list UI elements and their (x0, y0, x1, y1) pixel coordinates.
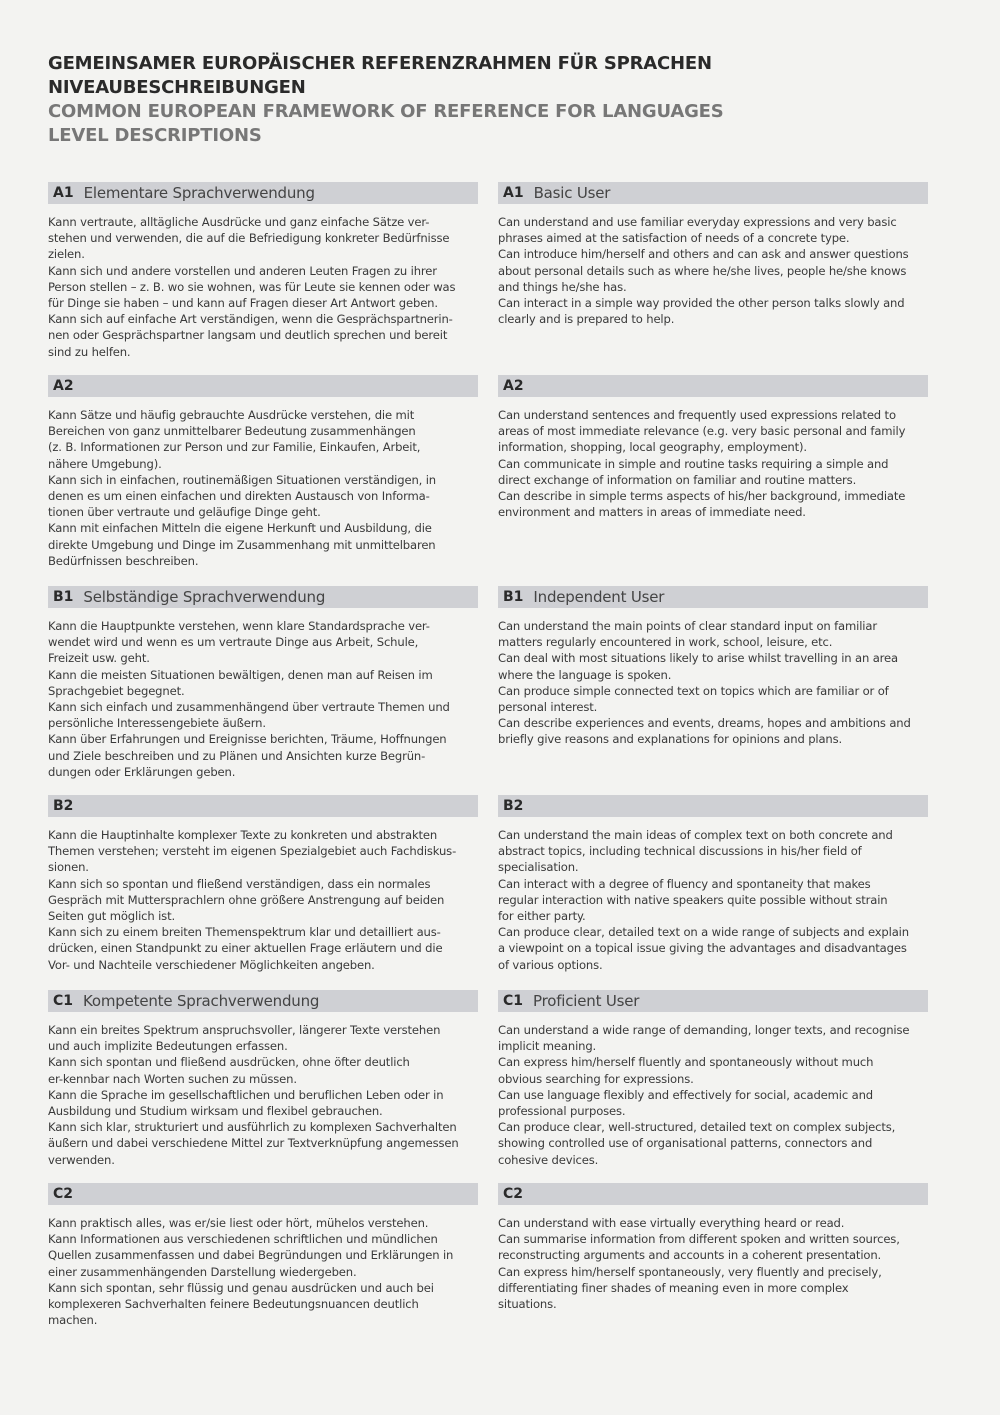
level-section-de-a2 (48, 375, 478, 569)
description-line: Gespräch mit Muttersprachlern ohne größere Anstrengung auf beiden (48, 892, 445, 907)
level-code: C1 (53, 993, 74, 1009)
description-line: dungen oder Erklärungen geben. (48, 764, 236, 779)
description-line: Kann mit einfachen Mitteln die eigene Herkunft und Ausbildung, die (48, 521, 432, 536)
description-line: Quellen zusammenfassen und dabei Begründungen und Erklärungen in (48, 1248, 454, 1263)
level-section-en-b2 (498, 795, 928, 973)
level-code: B1 (503, 589, 524, 605)
description-line: implicit meaning. (498, 1039, 597, 1054)
description-line: Kann sich spontan, sehr flüssig und genau ausdrücken und auch bei (48, 1280, 434, 1295)
description-line: verwenden. (48, 1152, 115, 1167)
level-header (48, 1183, 478, 1205)
description-line: areas of most immediate relevance (e.g. very basic personal and family (498, 424, 906, 439)
level-description (48, 1022, 478, 1168)
description-line: professional purposes. (498, 1104, 626, 1119)
description-line: sind zu helfen. (48, 344, 131, 359)
level-name: Independent User (533, 588, 665, 606)
level-code: C1 (503, 993, 524, 1009)
description-line: Kann sich in einfachen, routinemäßigen Situationen verständigen, in (48, 472, 436, 487)
description-line: differentiating finer shades of meaning even in more complex (498, 1280, 849, 1295)
level-description (48, 618, 478, 780)
level-description (498, 618, 928, 748)
description-line: Can express him/herself spontaneously, very fluently and precisely, (498, 1264, 882, 1279)
level-description (498, 407, 928, 520)
title-de-line1: GEMEINSAMER EUROPÄISCHER REFERENZRAHMEN FÜR SPRACHEN (48, 53, 712, 74)
level-header (48, 990, 478, 1012)
level-name: Selbständige Sprachverwendung (83, 588, 326, 606)
title-de-line2: NIVEAUBESCHREIBUNGEN (48, 77, 306, 98)
level-header (498, 795, 928, 817)
description-line: wendet wird und wenn es um vertraute Dinge aus Arbeit, Schule, (48, 635, 419, 650)
description-line: Person stellen – z. B. wo sie wohnen, was für Leute sie kennen oder was (48, 279, 456, 294)
description-line: cohesive devices. (498, 1152, 599, 1167)
description-line: Can understand the main points of clear standard input on familiar (498, 619, 877, 633)
description-line: Kann über Erfahrungen und Ereignisse berichten, Träume, Hoffnungen (48, 732, 447, 747)
description-line: phrases aimed at the satisfaction of needs of a concrete type. (498, 231, 850, 246)
description-line: Can produce clear, well-structured, detailed text on complex subjects, (498, 1120, 896, 1135)
description-line: information, shopping, local geography, employment). (498, 440, 807, 455)
level-name: Basic User (533, 184, 611, 202)
description-line: Can understand sentences and frequently used expressions related to (498, 408, 896, 422)
level-code: C2 (53, 1186, 74, 1202)
level-description (48, 407, 478, 569)
description-line: Can interact with a degree of fluency and spontaneity that makes (498, 876, 871, 891)
level-section-en-c1 (498, 990, 928, 1168)
level-description (498, 827, 928, 973)
description-line: Can summarise information from different spoken and written sources, (498, 1232, 900, 1247)
description-line: Sprachgebiet begegnet. (48, 683, 185, 698)
description-line: tionen über vertraute und geläufige Dinge geht. (48, 505, 321, 520)
level-header (498, 990, 928, 1012)
description-line: machen. (48, 1313, 98, 1328)
level-section-de-c1 (48, 990, 478, 1168)
description-line: personal interest. (498, 700, 598, 715)
description-line: Can understand the main ideas of complex text on both concrete and (498, 828, 893, 842)
description-line: und Ziele beschreiben und zu Plänen und Ansichten kurze Begrün- (48, 748, 426, 763)
level-header (48, 586, 478, 608)
description-line: direkte Umgebung und Dinge im Zusammenhang mit unmittelbaren (48, 537, 436, 552)
level-name: Proficient User (533, 992, 640, 1010)
title-en-line2: LEVEL DESCRIPTIONS (48, 125, 262, 146)
description-line: direct exchange of information on familiar and routine matters. (498, 472, 857, 487)
description-line: regular interaction with native speakers quite possible without strain (498, 892, 888, 907)
level-code: A1 (53, 185, 74, 201)
description-line: Can use language flexibly and effectively for social, academic and (498, 1087, 873, 1102)
description-line: persönliche Interessengebiete äußern. (48, 716, 266, 731)
level-description (498, 1022, 928, 1168)
description-line: Kann ein breites Spektrum anspruchsvoller, längerer Texte verstehen (48, 1023, 441, 1037)
level-code: A2 (53, 378, 74, 394)
level-code: A2 (503, 378, 524, 394)
description-line: briefly give reasons and explanations for opinions and plans. (498, 732, 843, 747)
level-section-de-b2 (48, 795, 478, 973)
description-line: Kann Sätze und häufig gebrauchte Ausdrücke verstehen, die mit (48, 408, 415, 422)
description-line: Kann die Hauptpunkte verstehen, wenn klare Standardsprache ver- (48, 619, 430, 633)
description-line: sionen. (48, 860, 89, 875)
description-line: einer zusammenhängenden Darstellung wiedergeben. (48, 1264, 357, 1279)
description-line: Kann die Sprache im gesellschaftlichen und beruflichen Leben oder in (48, 1087, 444, 1102)
level-code: A1 (503, 185, 524, 201)
description-line: er-kennbar nach Worten suchen zu müssen. (48, 1071, 297, 1086)
description-line: denen es um einen einfachen und direkten Austausch von Informa- (48, 489, 430, 504)
description-line: nen oder Gesprächspartner langsam und deutlich sprechen und bereit (48, 328, 448, 343)
description-line: nähere Umgebung). (48, 456, 162, 471)
description-line: zielen. (48, 247, 85, 262)
level-code: B2 (53, 798, 74, 814)
description-line: specialisation. (498, 860, 579, 875)
level-header (48, 375, 478, 397)
description-line: Kann sich klar, strukturiert und ausführlich zu komplexen Sachverhalten (48, 1120, 457, 1135)
description-line: und auch implizite Bedeutungen erfassen. (48, 1039, 288, 1054)
level-description (48, 214, 478, 360)
description-line: Kann praktisch alles, was er/sie liest oder hört, mühelos verstehen. (48, 1216, 429, 1230)
description-line: Can describe experiences and events, dreams, hopes and ambitions and (498, 716, 911, 731)
description-line: Bedürfnissen beschreiben. (48, 553, 199, 568)
description-line: Can introduce him/herself and others and can ask and answer questions (498, 247, 909, 262)
description-line: Can understand and use familiar everyday expressions and very basic (498, 215, 897, 229)
level-header (48, 795, 478, 817)
description-line: Kann sich einfach und zusammenhängend über vertraute Themen und (48, 700, 450, 715)
description-line: Kann sich spontan und fließend ausdrücken, ohne öfter deutlich (48, 1055, 410, 1070)
description-line: reconstructing arguments and accounts in a coherent presentation. (498, 1248, 882, 1263)
description-line: Themen verstehen; versteht im eigenen Spezialgebiet auch Fachdiskus- (48, 844, 457, 859)
level-header (498, 1183, 928, 1205)
level-description (48, 827, 478, 973)
description-line: für Dinge sie haben – und kann auf Fragen dieser Art Antwort geben. (48, 296, 438, 311)
description-line: Can understand with ease virtually everything heard or read. (498, 1216, 845, 1230)
level-section-en-a1 (498, 182, 928, 327)
level-section-de-b1 (48, 586, 478, 780)
level-code: B2 (503, 798, 524, 814)
level-section-de-a1 (48, 182, 478, 360)
level-name: Elementare Sprachverwendung (83, 184, 315, 202)
description-line: Can describe in simple terms aspects of his/her background, immediate (498, 489, 906, 504)
level-section-de-c2 (48, 1183, 478, 1328)
description-line: obvious searching for expressions. (498, 1071, 694, 1086)
description-line: (z. B. Informationen zur Person und zur Familie, Einkaufen, Arbeit, (48, 440, 421, 455)
level-section-en-b1 (498, 586, 928, 748)
level-description (498, 1215, 928, 1312)
description-line: Can communicate in simple and routine tasks requiring a simple and (498, 456, 889, 471)
level-header (48, 182, 478, 204)
description-line: Can interact in a simple way provided the other person talks slowly and (498, 296, 905, 311)
level-section-en-c2 (498, 1183, 928, 1312)
description-line: drücken, einen Standpunkt zu einer aktuellen Frage erläutern und die (48, 941, 443, 956)
title-en-line1: COMMON EUROPEAN FRAMEWORK OF REFERENCE FOR LANGUAGES (48, 101, 724, 122)
level-code: C2 (503, 1186, 524, 1202)
level-description (48, 1215, 478, 1328)
description-line: äußern und dabei verschiedene Mittel zur Textverknüpfung angemessen (48, 1136, 459, 1151)
level-code: B1 (53, 589, 74, 605)
description-line: komplexeren Sachverhalten feinere Bedeutungsnuancen deutlich (48, 1297, 419, 1312)
description-line: Kann sich und andere vorstellen und anderen Leuten Fragen zu ihrer (48, 263, 437, 278)
description-line: Kann Informationen aus verschiedenen schriftlichen und mündlichen (48, 1232, 438, 1247)
description-line: Kann die meisten Situationen bewältigen, denen man auf Reisen im (48, 667, 433, 682)
description-line: Kann sich auf einfache Art verständigen, wenn die Gesprächspartnerin- (48, 312, 453, 327)
description-line: Kann sich so spontan und fließend verständigen, dass ein normales (48, 876, 431, 891)
description-line: matters regularly encountered in work, school, leisure, etc. (498, 635, 833, 650)
description-line: Bereichen von ganz unmittelbarer Bedeutung zusammenhängen (48, 424, 416, 439)
description-line: for either party. (498, 909, 586, 924)
level-header (498, 375, 928, 397)
description-line: and things he/she has. (498, 279, 627, 294)
description-line: showing controlled use of organisational patterns, connectors and (498, 1136, 873, 1151)
description-line: about personal details such as where he/she lives, people he/she knows (498, 263, 907, 278)
description-line: of various options. (498, 957, 603, 972)
document-title (48, 52, 948, 148)
description-line: Can express him/herself fluently and spontaneously without much (498, 1055, 874, 1070)
level-header (498, 586, 928, 608)
description-line: clearly and is prepared to help. (498, 312, 675, 327)
description-line: Can produce clear, detailed text on a wide range of subjects and explain (498, 925, 909, 940)
description-line: stehen und verwenden, die auf die Befriedigung konkreter Bedürfnisse (48, 231, 450, 246)
description-line: abstract topics, including technical discussions in his/her field of (498, 844, 862, 859)
level-section-en-a2 (498, 375, 928, 520)
description-line: Kann vertraute, alltägliche Ausdrücke und ganz einfache Sätze ver- (48, 215, 430, 229)
description-line: Can understand a wide range of demanding, longer texts, and recognise (498, 1023, 910, 1037)
level-header (498, 182, 928, 204)
description-line: a viewpoint on a topical issue giving the advantages and disadvantages (498, 941, 907, 956)
description-line: Kann die Hauptinhalte komplexer Texte zu konkreten und abstrakten (48, 828, 438, 842)
description-line: Seiten gut möglich ist. (48, 909, 176, 924)
description-line: Can produce simple connected text on topics which are familiar or of (498, 683, 889, 698)
level-name: Kompetente Sprachverwendung (83, 992, 320, 1010)
description-line: Ausbildung und Studium wirksam und flexibel gebrauchen. (48, 1104, 383, 1119)
level-description (498, 214, 928, 327)
description-line: situations. (498, 1297, 557, 1312)
description-line: where the language is spoken. (498, 667, 672, 682)
description-line: Kann sich zu einem breiten Themenspektrum klar und detailliert aus- (48, 925, 441, 940)
description-line: Freizeit usw. geht. (48, 651, 150, 666)
description-line: Can deal with most situations likely to arise whilst travelling in an area (498, 651, 898, 666)
description-line: Vor- und Nachteile verschiedener Möglichkeiten angeben. (48, 957, 375, 972)
description-line: environment and matters in areas of immediate need. (498, 505, 806, 520)
